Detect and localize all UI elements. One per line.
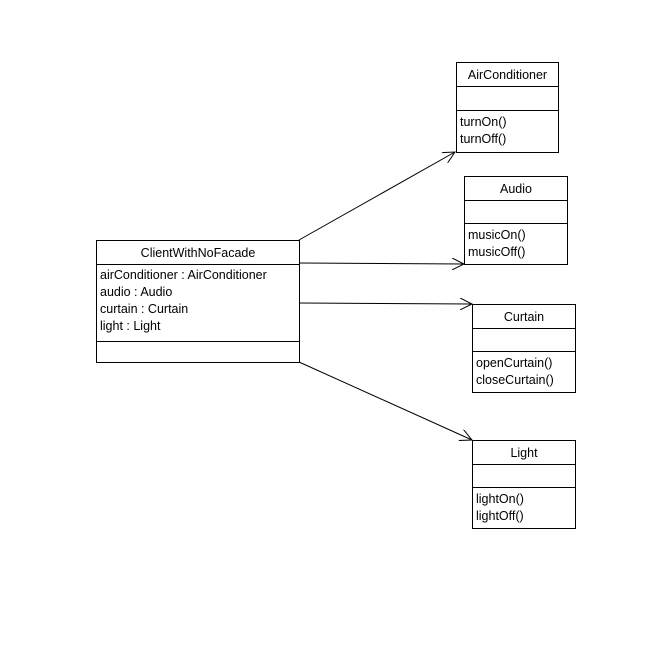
association-arrow-client-to-curtain (299, 303, 472, 304)
class-operations (473, 488, 575, 528)
class-name: Light (473, 441, 575, 465)
class-operations (473, 352, 575, 392)
class-curtain[interactable] (472, 304, 576, 393)
class-name: AirConditioner (457, 63, 558, 87)
attribute-line: audio : Audio (100, 285, 173, 299)
attribute-line: curtain : Curtain (100, 302, 189, 316)
class-attributes (473, 465, 575, 488)
class-audio[interactable] (464, 176, 568, 265)
class-light[interactable] (472, 440, 576, 529)
association-arrow-client-to-audio (299, 263, 464, 264)
class-operations (457, 111, 558, 151)
association-arrow-client-to-airconditioner (299, 152, 455, 240)
operation-line: openCurtain() (476, 356, 553, 370)
class-attributes (457, 87, 558, 111)
class-attributes (465, 201, 567, 224)
association-arrow-client-to-light (299, 362, 472, 440)
operation-line: lightOff() (476, 509, 524, 523)
class-client-with-no-facade[interactable] (96, 240, 300, 363)
class-operations (465, 224, 567, 264)
class-attributes (473, 329, 575, 352)
class-attributes (97, 265, 299, 342)
operation-line: musicOn() (468, 228, 526, 242)
class-name: ClientWithNoFacade (97, 241, 299, 265)
class-name: Curtain (473, 305, 575, 329)
operation-line: turnOff() (460, 132, 507, 146)
operation-line: musicOff() (468, 245, 526, 259)
operation-line: lightOn() (476, 492, 524, 506)
attribute-line: light : Light (100, 319, 161, 333)
operation-line: closeCurtain() (476, 373, 554, 387)
class-name: Audio (465, 177, 567, 201)
attribute-line: airConditioner : AirConditioner (100, 268, 267, 282)
class-air-conditioner[interactable] (456, 62, 559, 153)
class-operations (97, 342, 299, 348)
operation-line: turnOn() (460, 115, 507, 129)
